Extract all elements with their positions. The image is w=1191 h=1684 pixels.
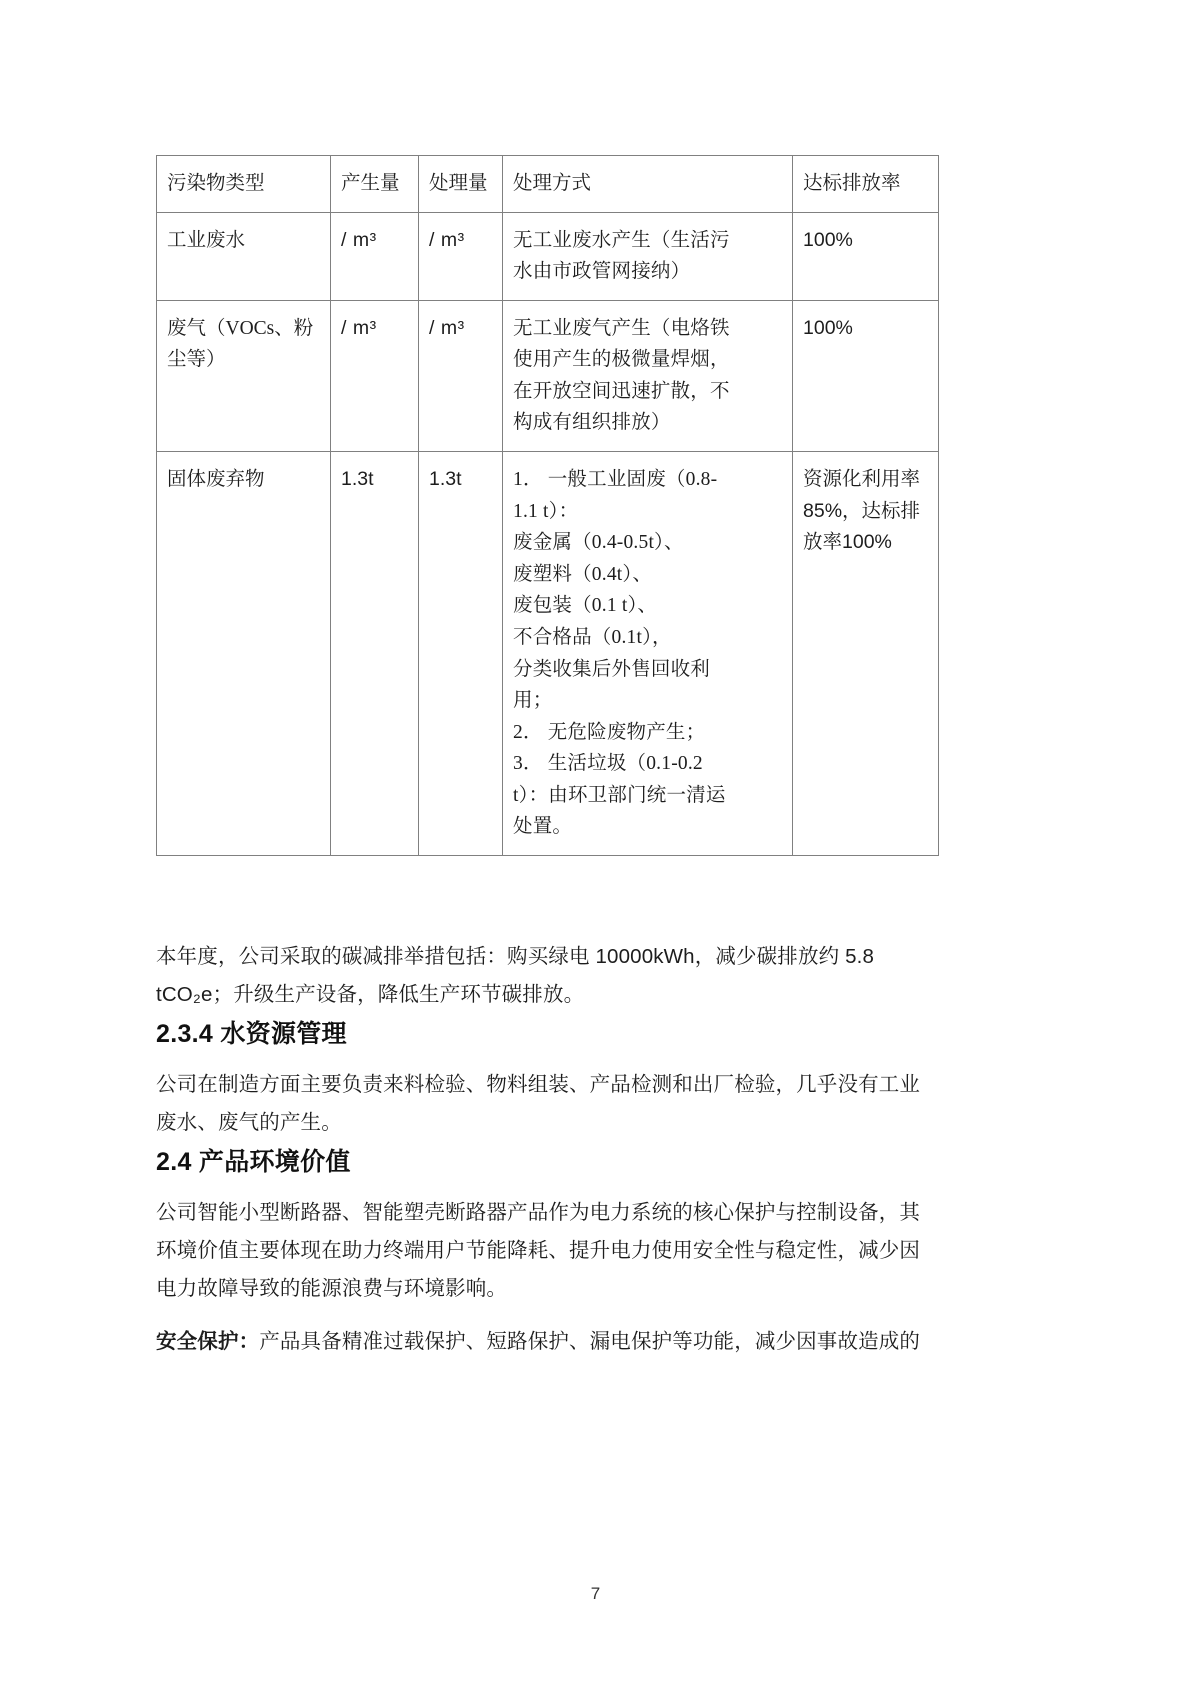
table-row: [157, 300, 939, 451]
method-line: 3． 生活垃圾（0.1-0.2: [513, 753, 703, 775]
table-row: [157, 452, 939, 856]
page-number: 7: [590, 1584, 601, 1603]
cell-generated-amount: / m³: [331, 212, 419, 300]
method-line: 分类收集后外售回收利: [513, 658, 711, 680]
carbon-reduction-paragraph: 本年度，公司采取的碳减排举措包括：购买绿电 10000kWh，减少碳排放约 5.8 tCO₂e；升级生产设备，降低生产环节碳排放。: [156, 944, 875, 1006]
cell-pollutant-type: 固体废弃物: [157, 452, 331, 856]
water-management-paragraph: 公司在制造方面主要负责来料检验、物料组装、产品检测和出厂检验，几乎没有工业废水、废气的产生。: [156, 1072, 921, 1134]
cell-treatment-method: [503, 212, 793, 300]
column-header-rate: 达标排放率: [793, 156, 939, 213]
method-line: 1.1 t）：: [513, 500, 579, 522]
method-line: 在开放空间迅速扩散，不: [513, 380, 730, 402]
method-line: t）：由环卫部门统一清运: [513, 784, 726, 806]
page-content: [156, 155, 1036, 1361]
safety-protection-label: 安全保护：: [156, 1330, 260, 1354]
column-header-treated: 处理量: [419, 156, 503, 213]
method-line: 废金属（0.4-0.5t）、: [513, 532, 684, 554]
method-line: 废包装（0.1 t）、: [513, 595, 658, 617]
cell-treatment-method: [503, 452, 793, 856]
method-line: 废塑料（0.4t）、: [513, 563, 653, 585]
cell-generated-amount: / m³: [331, 300, 419, 451]
product-environmental-value-paragraph: 公司智能小型断路器、智能塑壳断路器产品作为电力系统的核心保护与控制设备，其环境价值主要体现在助力终端用户节能降耗、提升电力使用安全性与稳定性，减少因电力故障导致的能源浪费与环境影响。: [156, 1200, 921, 1300]
cell-compliance-rate: 资源化利用率85%，达标排放率100%: [793, 452, 939, 856]
method-line: 水由市政管网接纳）: [513, 261, 691, 283]
cell-pollutant-type: 废气（VOCs、粉尘等）: [157, 300, 331, 451]
column-header-type: 污染物类型: [157, 156, 331, 213]
method-line: 无工业废气产生（电烙铁: [513, 317, 730, 339]
cell-treated-amount: / m³: [419, 212, 503, 300]
cell-compliance-rate: 100%: [793, 300, 939, 451]
pollutant-emissions-table: [156, 155, 939, 856]
cell-generated-amount: 1.3t: [331, 452, 419, 856]
cell-treated-amount: / m³: [419, 300, 503, 451]
method-line: 2． 无危险废物产生；: [513, 721, 706, 743]
cell-treatment-method: [503, 300, 793, 451]
safety-protection-text: 产品具备精准过载保护、短路保护、漏电保护等功能，减少因事故造成的: [259, 1330, 921, 1354]
method-line: 用；: [513, 690, 553, 712]
method-line: 1． 一般工业固废（0.8-: [513, 469, 718, 491]
section-heading-2-3-4: 2.3.4 水资源管理: [156, 1019, 347, 1048]
table-row: [157, 212, 939, 300]
cell-compliance-rate: 100%: [793, 212, 939, 300]
method-line: 不合格品（0.1t），: [513, 626, 672, 648]
cell-pollutant-type: 工业废水: [157, 212, 331, 300]
section-heading-2-4: 2.4 产品环境价值: [156, 1147, 351, 1176]
column-header-generated: 产生量: [331, 156, 419, 213]
method-line: 使用产生的极微量焊烟，: [513, 349, 730, 371]
column-header-method: 处理方式: [503, 156, 793, 213]
method-line: 无工业废水产生（生活污: [513, 229, 730, 251]
safety-protection-paragraph: [156, 1323, 938, 1361]
cell-treated-amount: 1.3t: [419, 452, 503, 856]
method-line: 构成有组织排放）: [513, 412, 671, 434]
method-line: 处置。: [513, 816, 573, 838]
table-header-row: [157, 156, 939, 213]
